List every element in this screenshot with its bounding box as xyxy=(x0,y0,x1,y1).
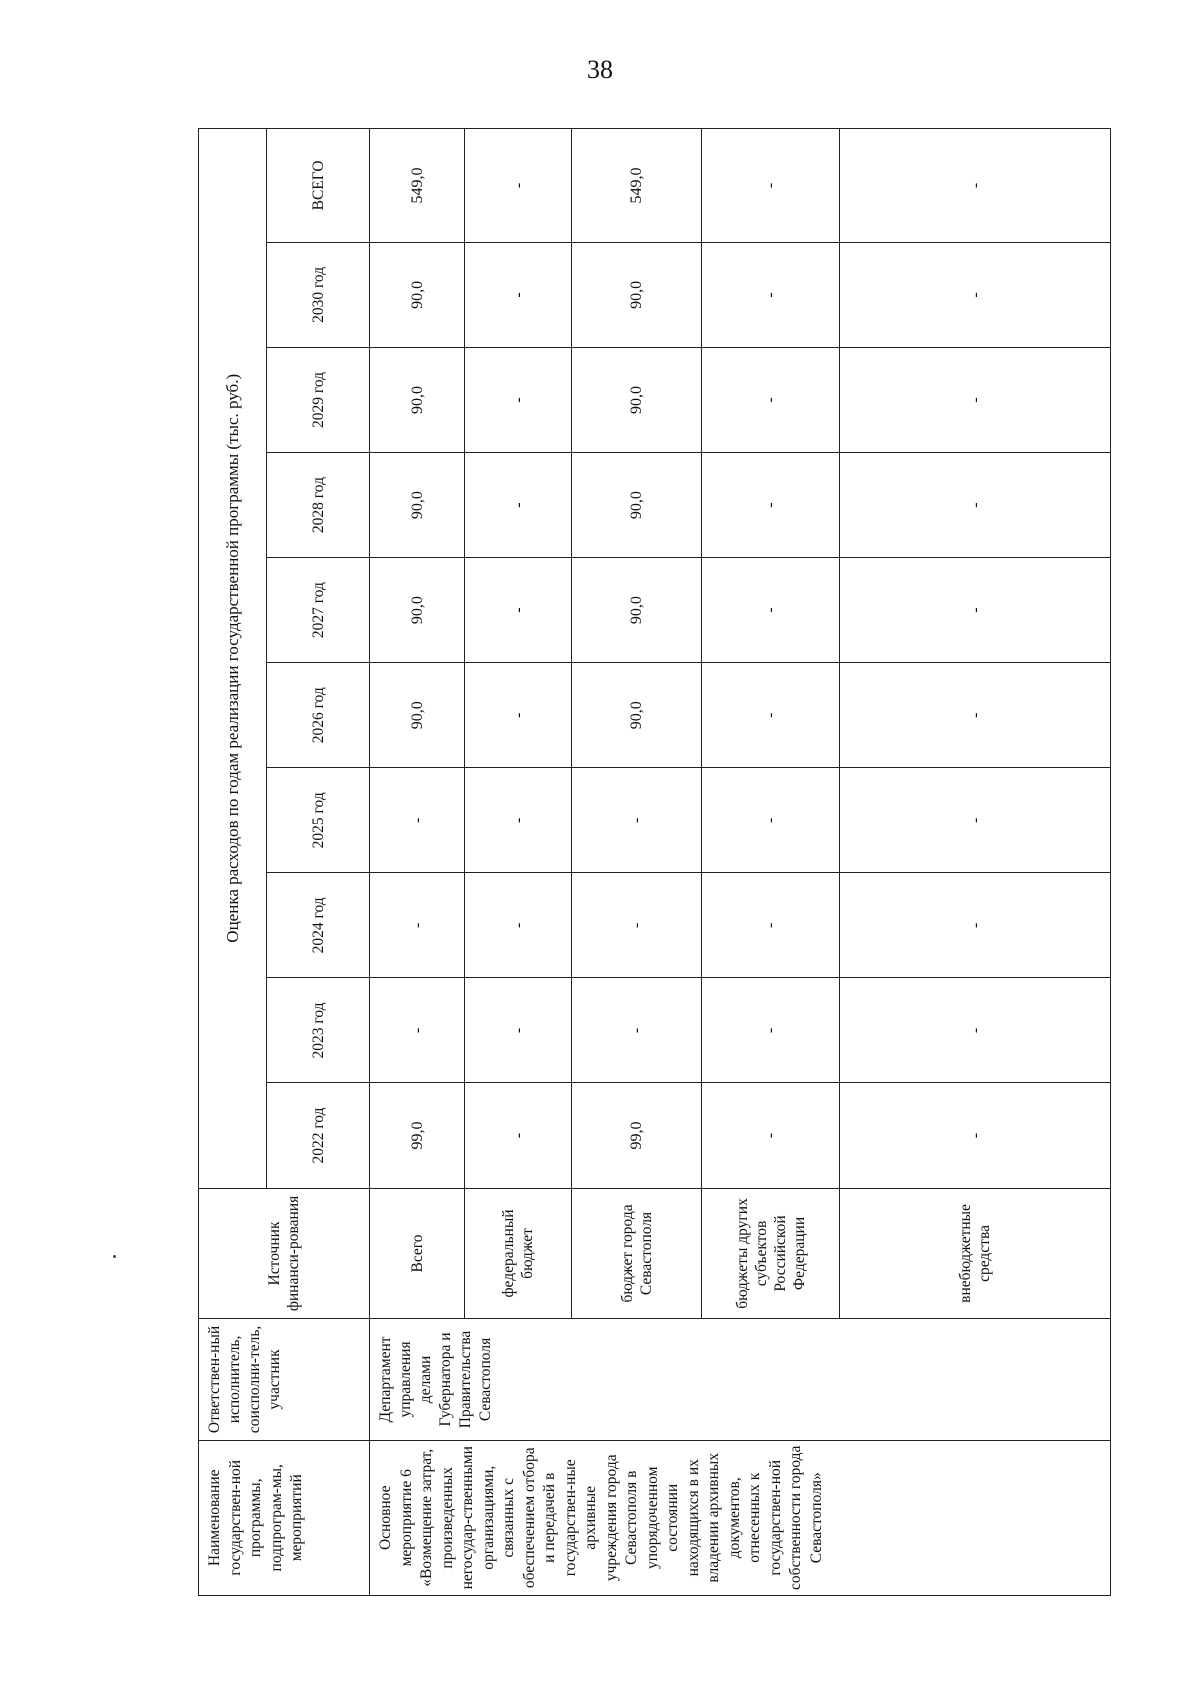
value-cell: - xyxy=(840,978,1111,1083)
value-cell: - xyxy=(702,347,840,452)
value-cell: 99,0 xyxy=(370,1083,465,1188)
value-cell: - xyxy=(370,978,465,1083)
header-year-2026: 2026 год xyxy=(267,663,370,768)
header-year-2030: 2030 год xyxy=(267,242,370,347)
value-cell: - xyxy=(840,453,1111,558)
value-cell: - xyxy=(572,978,702,1083)
value-cell: - xyxy=(702,978,840,1083)
value-cell: - xyxy=(465,873,572,978)
value-cell: - xyxy=(465,558,572,663)
header-total: ВСЕГО xyxy=(267,129,370,243)
value-cell: 90,0 xyxy=(370,242,465,347)
value-cell: 90,0 xyxy=(572,453,702,558)
value-cell: - xyxy=(702,663,840,768)
source-cell: Всего xyxy=(370,1188,465,1319)
header-year-2029: 2029 год xyxy=(267,347,370,452)
rotated-table-wrapper xyxy=(198,128,1110,1596)
scan-speck xyxy=(113,1255,116,1258)
value-cell: 549,0 xyxy=(572,129,702,243)
value-cell: - xyxy=(840,347,1111,452)
value-cell: - xyxy=(702,242,840,347)
source-cell: внебюджетные средства xyxy=(840,1188,1111,1319)
expenditure-table xyxy=(198,128,1111,1596)
value-cell: - xyxy=(465,768,572,873)
rotated-table-area xyxy=(198,128,1110,1596)
value-cell: - xyxy=(465,129,572,243)
header-name: Наименование государствен-ной программы, подпрограм-мы, мероприятий xyxy=(199,1440,370,1595)
value-cell: 90,0 xyxy=(370,453,465,558)
value-cell: - xyxy=(702,453,840,558)
value-cell: - xyxy=(465,347,572,452)
value-cell: - xyxy=(840,242,1111,347)
value-cell: - xyxy=(465,1083,572,1188)
table-row xyxy=(370,129,465,1596)
source-cell: бюджет города Севастополя xyxy=(572,1188,702,1319)
header-year-2025: 2025 год xyxy=(267,768,370,873)
value-cell: 90,0 xyxy=(572,663,702,768)
value-cell: 90,0 xyxy=(370,347,465,452)
header-year-2022: 2022 год xyxy=(267,1083,370,1188)
page-number: 38 xyxy=(587,55,613,84)
value-cell: - xyxy=(840,663,1111,768)
header-responsible: Ответствен-ный исполнитель, соисполни-тель, участник xyxy=(199,1319,370,1440)
value-cell: 549,0 xyxy=(370,129,465,243)
value-cell: - xyxy=(370,873,465,978)
value-cell: - xyxy=(702,558,840,663)
value-cell: 90,0 xyxy=(572,558,702,663)
value-cell: - xyxy=(840,873,1111,978)
value-cell: - xyxy=(370,768,465,873)
value-cell: - xyxy=(702,1083,840,1188)
value-cell: - xyxy=(572,873,702,978)
header-estimate: Оценка расходов по годам реализации государственной программы (тыс. руб.) xyxy=(199,129,267,1189)
value-cell: - xyxy=(702,129,840,243)
value-cell: 90,0 xyxy=(370,663,465,768)
header-year-2023: 2023 год xyxy=(267,978,370,1083)
value-cell: 90,0 xyxy=(572,242,702,347)
value-cell: - xyxy=(840,129,1111,243)
value-cell: - xyxy=(572,768,702,873)
value-cell: - xyxy=(465,453,572,558)
activity-name: Основное мероприятие 6 «Возмещение затрат, произведенных негосудар-ственными организациями, связанных с обеспечением отбора и передачей в государствен-ные архивные учреждения города Севастополя в упорядоченном состоянии находящихся в их владении архивных документов, отнесенных к государствен-ной собственности города Севастополя» xyxy=(370,1440,1111,1595)
header-year-2027: 2027 год xyxy=(267,558,370,663)
header-year-2024: 2024 год xyxy=(267,873,370,978)
value-cell: - xyxy=(465,978,572,1083)
value-cell: 90,0 xyxy=(370,558,465,663)
value-cell: - xyxy=(702,873,840,978)
source-cell: бюджеты других субъектов Российской Федерации xyxy=(702,1188,840,1319)
value-cell: - xyxy=(702,768,840,873)
value-cell: - xyxy=(465,663,572,768)
value-cell: - xyxy=(840,1083,1111,1188)
header-year-2028: 2028 год xyxy=(267,453,370,558)
source-cell: федеральный бюджет xyxy=(465,1188,572,1319)
activity-responsible: Департамент управления делами Губернатора и Правительства Севастополя xyxy=(370,1319,1111,1440)
value-cell: 99,0 xyxy=(572,1083,702,1188)
value-cell: - xyxy=(465,242,572,347)
value-cell: 90,0 xyxy=(572,347,702,452)
value-cell: - xyxy=(840,558,1111,663)
header-source: Источник финанси-рования xyxy=(199,1188,370,1319)
value-cell: - xyxy=(840,768,1111,873)
